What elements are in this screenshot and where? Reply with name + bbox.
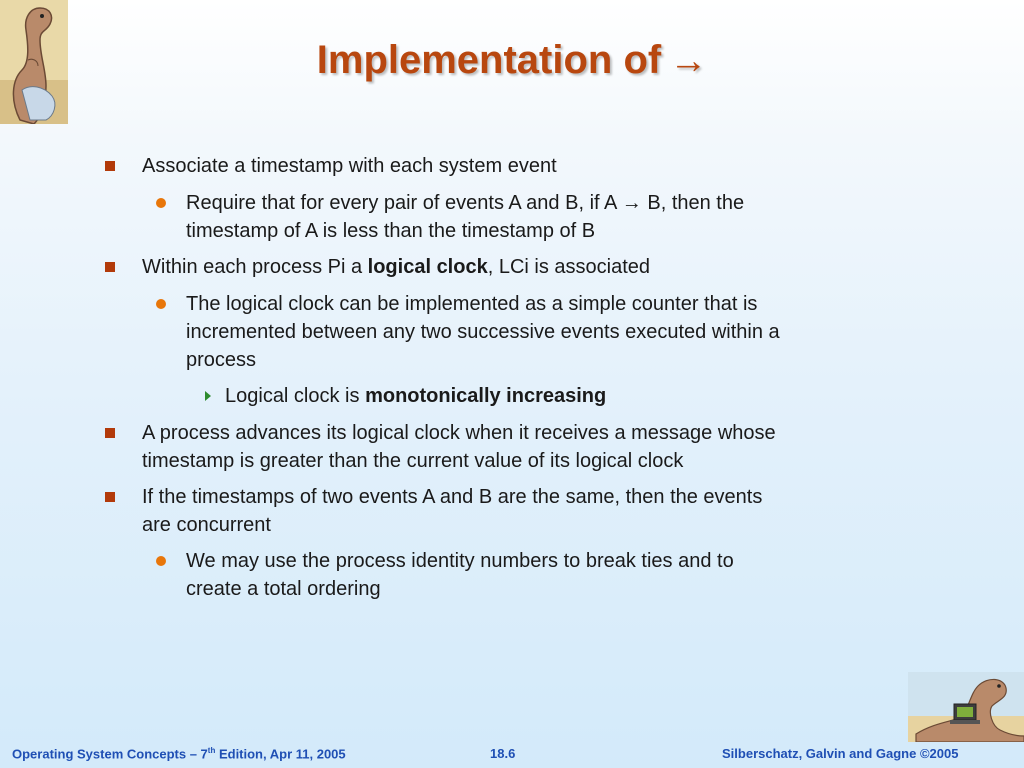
square-bullet-icon xyxy=(105,262,115,272)
list-item: If the timestamps of two events A and B are the same, then the events are concurrent xyxy=(142,486,763,536)
dot-bullet-icon xyxy=(156,556,166,566)
dinosaur-laptop-icon xyxy=(908,672,1024,742)
dot-bullet-icon xyxy=(156,299,166,309)
page-number: 18.6 xyxy=(490,746,516,761)
arrow-bullet-icon xyxy=(205,391,211,401)
list-item: The logical clock can be implemented as a simple counter that is incremented between any two successive events executed within a process xyxy=(186,293,780,371)
list-item: Associate a timestamp with each system event xyxy=(142,155,557,177)
list-item: Within each process Pi a logical clock, LCi is associated xyxy=(142,256,651,278)
footer-left: Operating System Concepts – 7th Edition, Apr 11, 2005 xyxy=(12,746,346,762)
footer-right: Silberschatz, Galvin and Gagne ©2005 xyxy=(722,746,959,761)
list-item: A process advances its logical clock when it receives a message whose timestamp is greater than the current value of its logical clock xyxy=(142,422,776,472)
title-arrow-symbol: → xyxy=(669,40,708,82)
list-item: Require that for every pair of events A and B, if A → B, then the timestamp of A is less than the timestamp of B xyxy=(186,192,745,242)
list-item: Logical clock is monotonically increasing xyxy=(225,385,607,407)
list-item: We may use the process identity numbers to break ties and to create a total ordering xyxy=(186,550,734,600)
square-bullet-icon xyxy=(105,161,115,171)
dot-bullet-icon xyxy=(156,198,166,208)
square-bullet-icon xyxy=(105,428,115,438)
square-bullet-icon xyxy=(105,492,115,502)
title-text: Implementation of xyxy=(316,38,662,82)
